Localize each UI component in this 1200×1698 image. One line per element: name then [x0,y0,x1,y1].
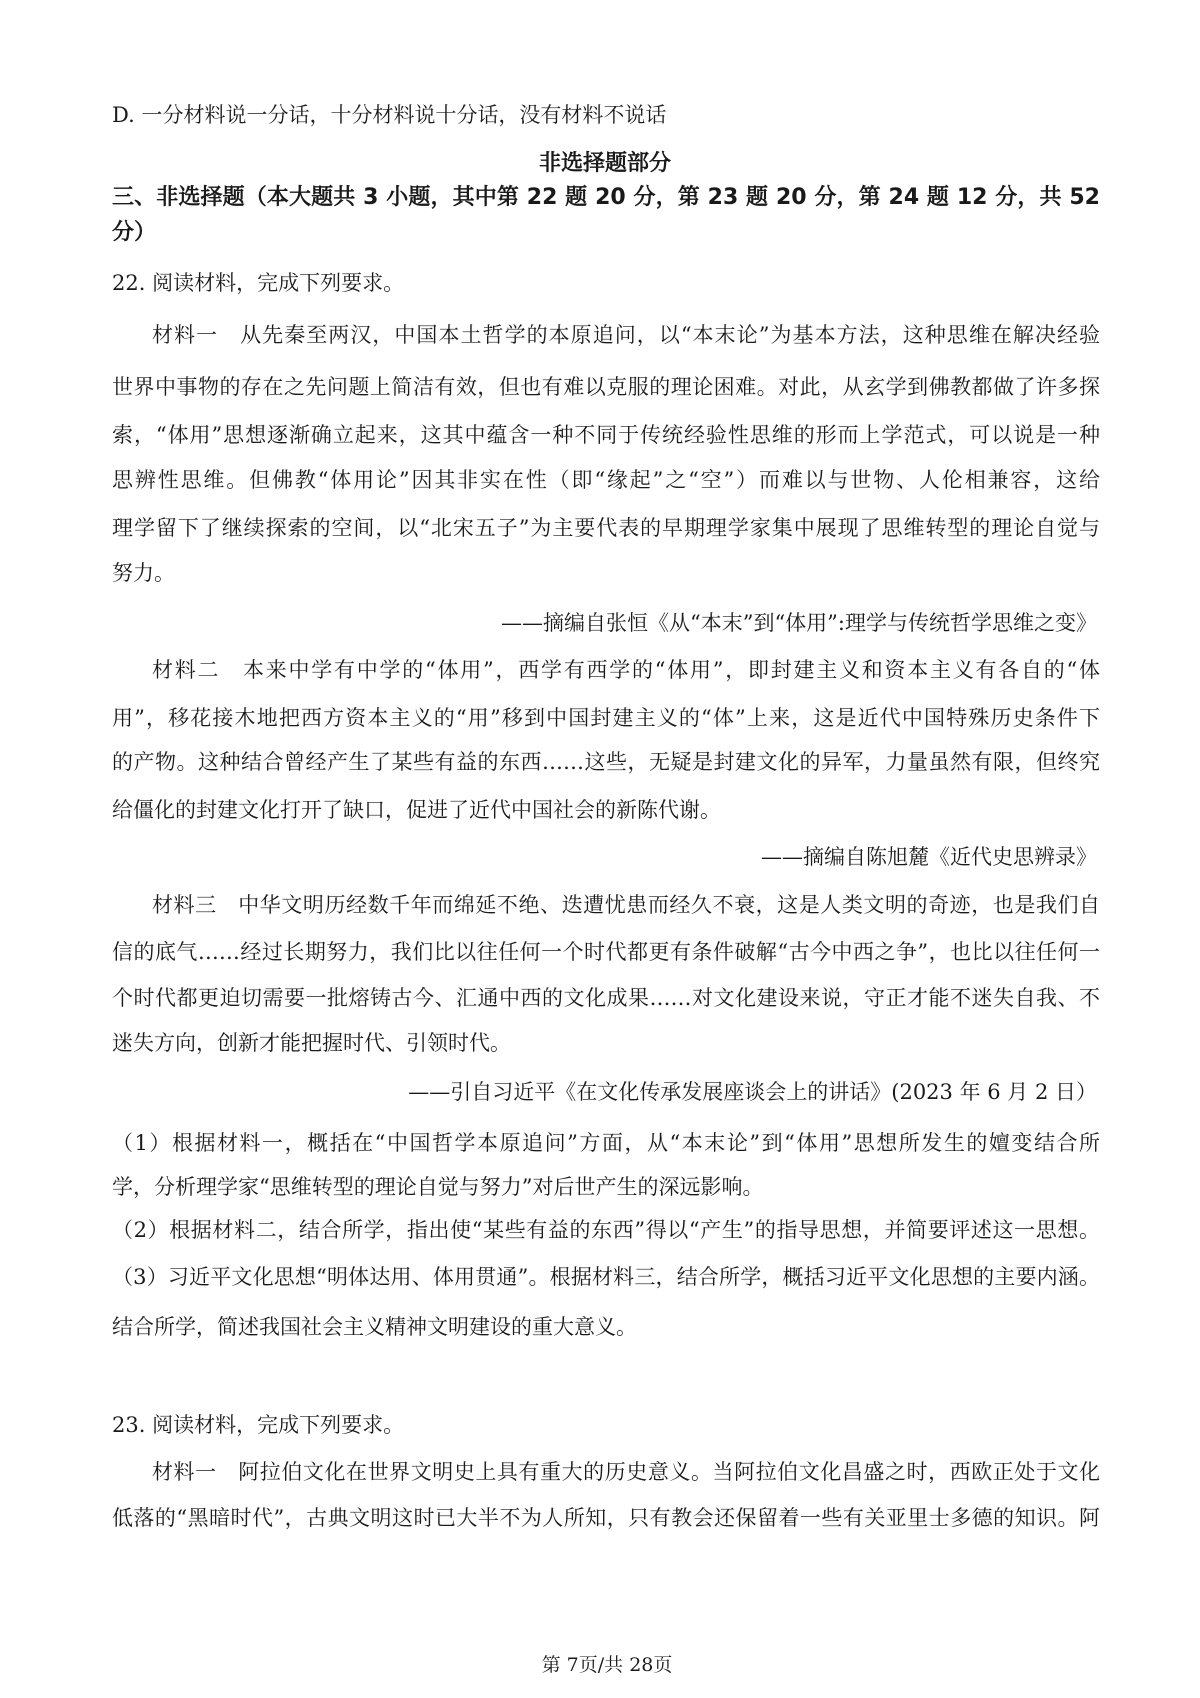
q22-material1-line: 世界中事物的存在之先问题上简洁有效，但也有难以克服的理论困难。对此，从玄学到佛教都做了许多探 [112,375,1100,399]
q22-material2-line: 材料二 本来中学有中学的“体用”，西学有西学的“体用”，即封建主义和资本主义有各自的“体 [152,658,1100,682]
q22-question-2: （2）根据材料二，结合所学，指出使“某些有益的东西”得以“产生”的指导思想，并简要评述这一思想。 [112,1218,1100,1242]
q23-material1-line: 材料一 阿拉伯文化在世界文明史上具有重大的历史意义。当阿拉伯文化昌盛之时，西欧正处于文化 [152,1460,1100,1484]
q22-material1-line: 理学留下了继续探索的空间，以“北宋五子”为主要代表的早期理学家集中展现了思维转型的理论自觉与 [112,516,1100,540]
q22-material2-line: 的产物。这种结合曾经产生了某些有益的东西……这些，无疑是封建文化的异军，力量虽然有限，但终究 [112,750,1100,774]
q22-source2: ——摘编自陈旭麓《近代史思辨录》 [761,845,1097,869]
q22-material1-line: 思辨性思维。但佛教“体用论”因其非实在性（即“缘起”之“空”）而难以与世物、人伦相兼容，这给 [112,468,1100,492]
section-heading-line-1: 三、非选择题（本大题共 3 小题，其中第 22 题 20 分，第 23 题 20 分，第 24 题 12 分，共 52 [112,185,1100,210]
q22-material1-line: 努力。 [112,561,175,585]
q22-material3-line: 材料三 中华文明历经数千年而绵延不绝、迭遭忧患而经久不衰，这是人类文明的奇迹，也是我们自 [152,893,1100,917]
q23-prompt: 23. 阅读材料，完成下列要求。 [112,1413,405,1437]
section-title: 非选择题部分 [538,151,671,176]
q22-material3-line: 信的底气……经过长期努力，我们比以往任何一个时代都更有条件破解“古今中西之争”，也比以往任何一 [112,940,1100,964]
q22-source1: ——摘编自张恒《从“本末”到“体用”:理学与传统哲学思维之变》 [500,611,1097,635]
q23-material1-line: 低落的“黑暗时代”，古典文明这时已大半不为人所知，只有教会还保留着一些有关亚里士多德的知识。阿 [112,1506,1100,1530]
q22-material1-line: 材料一 从先秦至两汉，中国本土哲学的本原追问，以“本末论”为基本方法，这种思维在解决经验 [152,323,1100,347]
q22-question-3: （3）习近平文化思想“明体达用、体用贯通”。根据材料三，结合所学，概括习近平文化思想的主要内涵。 [112,1265,1100,1289]
q22-material1-line: 索，“体用”思想逐渐确立起来，这其中蕴含一种不同于传统经验性思维的形而上学范式，可以说是一种 [112,423,1100,447]
page-number: 第 7页/共 28页 [541,1654,673,1676]
q22-question-3-cont: 结合所学，简述我国社会主义精神文明建设的重大意义。 [112,1315,637,1339]
q22-question-1-cont: 学，分析理学家“思维转型的理论自觉与努力”对后世产生的深远影响。 [112,1175,764,1199]
q22-material3-line: 迷失方向，创新才能把握时代、引领时代。 [112,1031,511,1055]
option-d: D. 一分材料说一分话，十分材料说十分话，没有材料不说话 [112,103,667,127]
q22-prompt: 22. 阅读材料，完成下列要求。 [112,271,405,295]
q22-source3: ——引自习近平《在文化传承发展座谈会上的讲话》(2023 年 6 月 2 日） [408,1080,1097,1104]
section-heading-line-2: 分） [112,220,157,245]
q22-material2-line: 用”，移花接木地把西方资本主义的“用”移到中国封建主义的“体”上来，这是近代中国特殊历史条件下 [112,706,1100,730]
q22-question-1: （1）根据材料一，概括在“中国哲学本原追问”方面，从“本末论”到“体用”思想所发生的嬗变结合所 [112,1131,1100,1155]
q22-material3-line: 个时代都更迫切需要一批熔铸古今、汇通中西的文化成果……对文化建设来说，守正才能不迷失自我、不 [112,986,1100,1010]
q22-material2-line: 给僵化的封建文化打开了缺口，促进了近代中国社会的新陈代谢。 [112,798,721,822]
